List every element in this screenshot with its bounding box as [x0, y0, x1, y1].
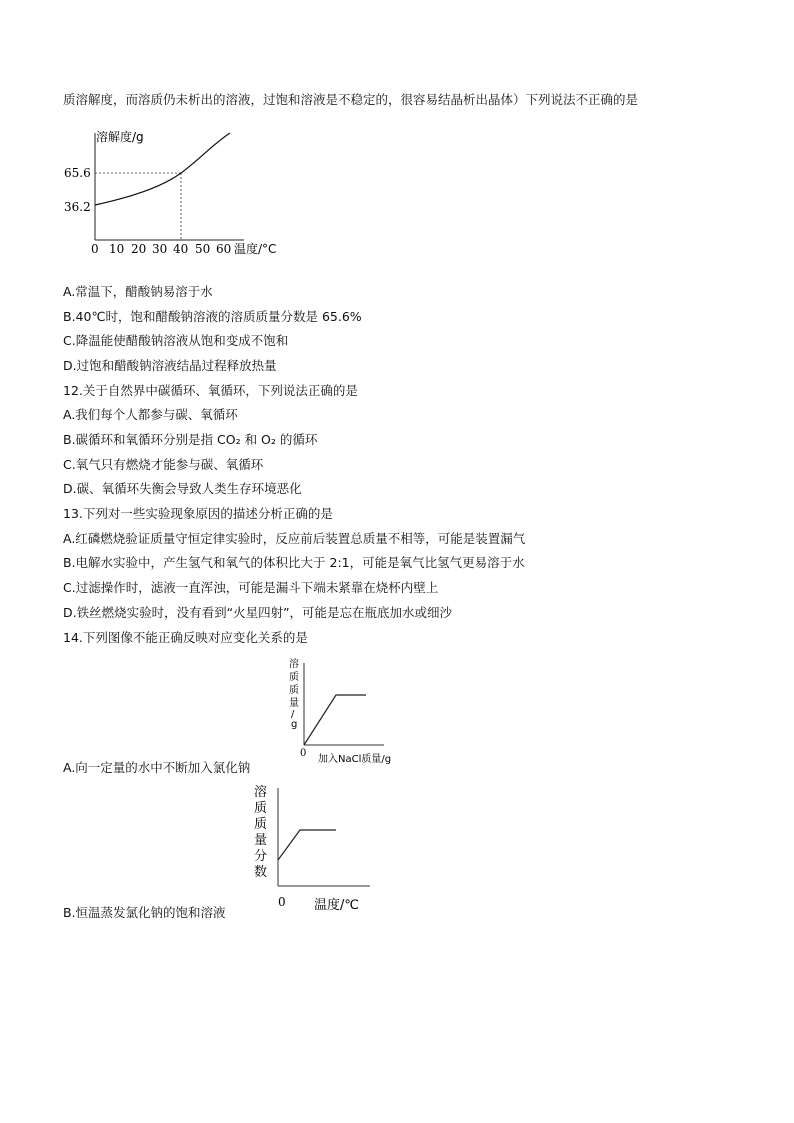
q14-stem: 14.下列图像不能正确反映对应变化关系的是: [63, 630, 308, 645]
graph-b-mass-fraction: [250, 780, 385, 915]
graph-a-origin: 0: [300, 748, 307, 759]
q13-option-b: B.电解水实验中，产生氢气和氧气的体积比大于 2:1，可能是氧气比氢气更易溶于水: [63, 555, 525, 570]
q13-stem: 13.下列对一些实验现象原因的描述分析正确的是: [63, 506, 333, 521]
graph-a-line: [304, 695, 366, 745]
q14-option-a: A.向一定量的水中不断加入氯化钠: [63, 760, 251, 775]
graph-b-line: [278, 830, 336, 860]
x-tick-label: 50: [195, 242, 211, 256]
y-axis-label: 溶解度/g: [96, 130, 144, 144]
solubility-chart: [62, 125, 302, 260]
q11-option-d: D.过饱和醋酸钠溶液结晶过程释放热量: [63, 358, 277, 373]
q11-option-a: A.常温下，醋酸钠易溶于水: [63, 284, 213, 299]
graph-b-xlabel: 温度/℃: [314, 898, 359, 913]
x-tick-label: 0: [91, 242, 99, 256]
x-tick-label: 30: [152, 242, 168, 256]
x-tick-label: 40: [173, 242, 189, 256]
x-axis-label: 温度/°C: [234, 242, 277, 256]
q11-option-c: C.降温能使醋酸钠溶液从饱和变成不饱和: [63, 333, 289, 348]
q14-option-b: B.恒温蒸发氯化钠的饱和溶液: [63, 905, 226, 920]
graph-a-solute-mass: [284, 655, 409, 770]
x-tick-label: 60: [216, 242, 232, 256]
x-tick-label: 20: [131, 242, 147, 256]
q12-option-b: B.碳循环和氧循环分别是指 CO₂ 和 O₂ 的循环: [63, 432, 318, 447]
q12-option-a: A.我们每个人都参与碳、氧循环: [63, 407, 238, 422]
graph-b-ylabel: 溶质质量分数: [254, 785, 268, 880]
q12-option-d: D.碳、氧循环失衡会导致人类生存环境恶化: [63, 481, 302, 496]
graph-a-xlabel: 加入NaCl质量/g: [318, 754, 392, 765]
graph-b-origin: 0: [278, 895, 286, 909]
q12-stem: 12.关于自然界中碳循环、氧循环，下列说法正确的是: [63, 383, 358, 398]
q13-option-d: D.铁丝燃烧实验时，没有看到“火星四射”，可能是忘在瓶底加水或细沙: [63, 605, 453, 620]
q13-option-c: C.过滤操作时，滤液一直浑浊，可能是漏斗下端未紧靠在烧杯内壁上: [63, 580, 439, 595]
graph-a-ylabel: 溶质质量/ g: [289, 659, 299, 730]
q11-option-b: B.40℃时，饱和醋酸钠溶液的溶质质量分数是 65.6%: [63, 309, 362, 324]
intro-text: 质溶解度，而溶质仍未析出的溶液，过饱和溶液是不稳定的，很容易结晶析出晶体）下列说法不正确的是: [63, 92, 639, 107]
q13-option-a: A.红磷燃烧验证质量守恒定律实验时，反应前后装置总质量不相等，可能是装置漏气: [63, 531, 526, 546]
y-tick-label: 65.6: [64, 166, 91, 180]
q12-option-c: C.氧气只有燃烧才能参与碳、氧循环: [63, 457, 264, 472]
x-tick-label: 10: [109, 242, 125, 256]
y-tick-label: 36.2: [64, 200, 91, 214]
x-tick-labels: [91, 242, 231, 256]
